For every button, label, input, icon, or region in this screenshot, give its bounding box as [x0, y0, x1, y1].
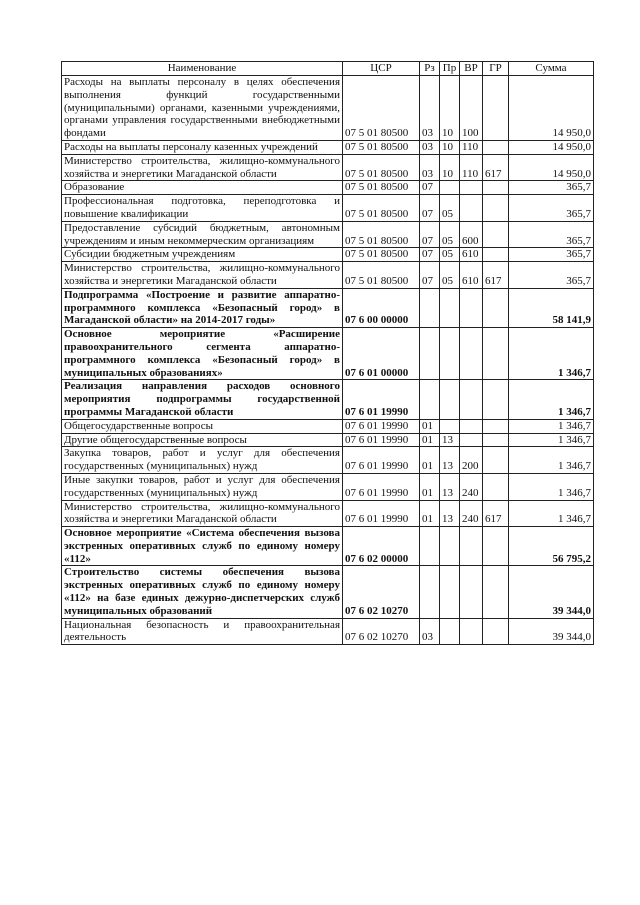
cell-csr: 07 5 01 80500 [343, 154, 420, 181]
cell-gr [483, 618, 509, 645]
cell-pr [440, 328, 460, 380]
cell-sum: 365,7 [509, 262, 594, 289]
cell-csr: 07 5 01 80500 [343, 221, 420, 248]
cell-sum: 14 950,0 [509, 140, 594, 154]
cell-vr [460, 566, 483, 618]
cell-csr: 07 6 02 10270 [343, 566, 420, 618]
cell-sum: 365,7 [509, 221, 594, 248]
table-row [62, 380, 594, 419]
cell-gr [483, 447, 509, 474]
cell-gr [483, 328, 509, 380]
header-vr: ВР [460, 62, 483, 76]
header-pr: Пр [440, 62, 460, 76]
cell-name: Основное мероприятие «Система обеспечения вызова экстренных оперативных служб по единому номеру «112» [62, 527, 343, 566]
table-row [62, 140, 594, 154]
cell-vr [460, 288, 483, 327]
cell-csr: 07 5 01 80500 [343, 195, 420, 222]
header-gr: ГР [483, 62, 509, 76]
table-row [62, 566, 594, 618]
cell-pr: 13 [440, 447, 460, 474]
cell-rz: 03 [420, 618, 440, 645]
cell-vr [460, 380, 483, 419]
cell-csr: 07 6 00 00000 [343, 288, 420, 327]
header-sum: Сумма [509, 62, 594, 76]
cell-name: Расходы на выплаты персоналу в целях обеспечения выполнения функций государственными (муниципальными) органами, казенными учреждениями, органами управления государственными внебюджетными фондами [62, 76, 343, 141]
table-row [62, 262, 594, 289]
table-body [62, 76, 594, 645]
cell-pr: 05 [440, 262, 460, 289]
cell-rz: 01 [420, 433, 440, 447]
cell-sum: 365,7 [509, 248, 594, 262]
cell-sum: 1 346,7 [509, 419, 594, 433]
cell-pr [440, 566, 460, 618]
cell-rz: 07 [420, 262, 440, 289]
cell-rz: 03 [420, 76, 440, 141]
table-row [62, 248, 594, 262]
cell-pr [440, 419, 460, 433]
table-row [62, 419, 594, 433]
header-name: Наименование [62, 62, 343, 76]
cell-gr [483, 76, 509, 141]
cell-vr: 240 [460, 473, 483, 500]
cell-name: Предоставление субсидий бюджетным, автономным учреждениям и иным некоммерческим организациям [62, 221, 343, 248]
cell-sum: 56 795,2 [509, 527, 594, 566]
cell-name: Иные закупки товаров, работ и услуг для обеспечения государственных (муниципальных) нужд [62, 473, 343, 500]
cell-pr [440, 181, 460, 195]
cell-rz: 01 [420, 473, 440, 500]
cell-csr: 07 5 01 80500 [343, 140, 420, 154]
cell-name: Министерство строительства, жилищно-коммунального хозяйства и энергетики Магаданской области [62, 500, 343, 527]
cell-csr: 07 6 01 19990 [343, 473, 420, 500]
cell-rz: 03 [420, 140, 440, 154]
cell-csr: 07 6 01 19990 [343, 380, 420, 419]
cell-rz [420, 380, 440, 419]
cell-rz: 01 [420, 500, 440, 527]
cell-sum: 365,7 [509, 195, 594, 222]
cell-vr [460, 328, 483, 380]
cell-vr [460, 195, 483, 222]
cell-pr [440, 288, 460, 327]
cell-pr: 10 [440, 154, 460, 181]
cell-csr: 07 6 01 19990 [343, 447, 420, 474]
cell-rz: 07 [420, 195, 440, 222]
cell-name: Национальная безопасность и правоохранительная деятельность [62, 618, 343, 645]
cell-sum: 1 346,7 [509, 433, 594, 447]
table-row [62, 181, 594, 195]
cell-sum: 14 950,0 [509, 154, 594, 181]
cell-name: Расходы на выплаты персоналу казенных учреждений [62, 140, 343, 154]
cell-name: Реализация направления расходов основного мероприятия подпрограммы государственной программы Магаданской области [62, 380, 343, 419]
cell-pr: 13 [440, 433, 460, 447]
cell-rz [420, 566, 440, 618]
table-row [62, 288, 594, 327]
cell-vr [460, 618, 483, 645]
cell-sum: 58 141,9 [509, 288, 594, 327]
cell-vr: 110 [460, 140, 483, 154]
table-row [62, 618, 594, 645]
cell-sum: 39 344,0 [509, 566, 594, 618]
cell-name: Профессиональная подготовка, переподготовка и повышение квалификации [62, 195, 343, 222]
table-row [62, 473, 594, 500]
cell-gr: 617 [483, 262, 509, 289]
cell-rz: 01 [420, 447, 440, 474]
cell-rz: 07 [420, 221, 440, 248]
cell-vr: 110 [460, 154, 483, 181]
table-row [62, 154, 594, 181]
cell-name: Строительство системы обеспечения вызова экстренных оперативных служб по единому номеру «112» на базе единых дежурно-диспетчерских служб муниципальных образований [62, 566, 343, 618]
cell-rz: 01 [420, 419, 440, 433]
cell-gr [483, 248, 509, 262]
table-row [62, 221, 594, 248]
cell-pr: 10 [440, 140, 460, 154]
cell-rz: 03 [420, 154, 440, 181]
cell-pr: 13 [440, 473, 460, 500]
cell-name: Министерство строительства, жилищно-коммунального хозяйства и энергетики Магаданской области [62, 154, 343, 181]
cell-gr: 617 [483, 154, 509, 181]
cell-vr: 610 [460, 248, 483, 262]
cell-pr: 05 [440, 248, 460, 262]
cell-csr: 07 6 02 00000 [343, 527, 420, 566]
cell-sum: 39 344,0 [509, 618, 594, 645]
cell-csr: 07 5 01 80500 [343, 248, 420, 262]
cell-vr [460, 419, 483, 433]
cell-pr: 10 [440, 76, 460, 141]
cell-gr [483, 195, 509, 222]
cell-name: Образование [62, 181, 343, 195]
cell-sum: 1 346,7 [509, 500, 594, 527]
cell-pr: 13 [440, 500, 460, 527]
header-csr: ЦСР [343, 62, 420, 76]
cell-gr [483, 181, 509, 195]
cell-rz: 07 [420, 181, 440, 195]
cell-csr: 07 6 01 19990 [343, 500, 420, 527]
cell-pr [440, 527, 460, 566]
cell-sum: 365,7 [509, 181, 594, 195]
cell-vr [460, 527, 483, 566]
cell-gr: 617 [483, 500, 509, 527]
table-row [62, 500, 594, 527]
cell-name: Субсидии бюджетным учреждениям [62, 248, 343, 262]
table-row [62, 195, 594, 222]
cell-sum: 1 346,7 [509, 328, 594, 380]
cell-gr [483, 527, 509, 566]
cell-csr: 07 5 01 80500 [343, 262, 420, 289]
cell-sum: 14 950,0 [509, 76, 594, 141]
table-row [62, 527, 594, 566]
cell-gr [483, 419, 509, 433]
header-rz: Рз [420, 62, 440, 76]
budget-table [61, 61, 594, 645]
cell-pr [440, 618, 460, 645]
cell-gr [483, 221, 509, 248]
cell-vr: 200 [460, 447, 483, 474]
cell-csr: 07 6 02 10270 [343, 618, 420, 645]
table-row [62, 76, 594, 141]
cell-vr: 600 [460, 221, 483, 248]
cell-name: Министерство строительства, жилищно-коммунального хозяйства и энергетики Магаданской области [62, 262, 343, 289]
table-row [62, 447, 594, 474]
cell-csr: 07 5 01 80500 [343, 76, 420, 141]
cell-csr: 07 6 01 00000 [343, 328, 420, 380]
cell-gr [483, 380, 509, 419]
cell-pr: 05 [440, 221, 460, 248]
cell-gr [483, 140, 509, 154]
cell-name: Общегосударственные вопросы [62, 419, 343, 433]
cell-name: Подпрограмма «Построение и развитие аппаратно-программного комплекса «Безопасный город» в Магаданской области» на 2014-2017 годы» [62, 288, 343, 327]
table-row [62, 433, 594, 447]
cell-sum: 1 346,7 [509, 473, 594, 500]
cell-vr: 240 [460, 500, 483, 527]
cell-vr [460, 181, 483, 195]
cell-csr: 07 6 01 19990 [343, 419, 420, 433]
cell-vr [460, 433, 483, 447]
cell-sum: 1 346,7 [509, 447, 594, 474]
cell-gr [483, 566, 509, 618]
cell-gr [483, 473, 509, 500]
cell-sum: 1 346,7 [509, 380, 594, 419]
table-row [62, 328, 594, 380]
cell-rz [420, 328, 440, 380]
cell-name: Закупка товаров, работ и услуг для обеспечения государственных (муниципальных) нужд [62, 447, 343, 474]
cell-gr [483, 433, 509, 447]
cell-vr: 100 [460, 76, 483, 141]
cell-name: Основное мероприятие «Расширение правоохранительного сегмента аппаратно-программного комплекса «Безопасный город» в муниципальных образованиях» [62, 328, 343, 380]
cell-gr [483, 288, 509, 327]
cell-pr [440, 380, 460, 419]
cell-rz [420, 288, 440, 327]
cell-rz: 07 [420, 248, 440, 262]
cell-csr: 07 6 01 19990 [343, 433, 420, 447]
table-header-row [62, 62, 594, 76]
cell-csr: 07 5 01 80500 [343, 181, 420, 195]
cell-name: Другие общегосударственные вопросы [62, 433, 343, 447]
cell-pr: 05 [440, 195, 460, 222]
cell-vr: 610 [460, 262, 483, 289]
cell-rz [420, 527, 440, 566]
